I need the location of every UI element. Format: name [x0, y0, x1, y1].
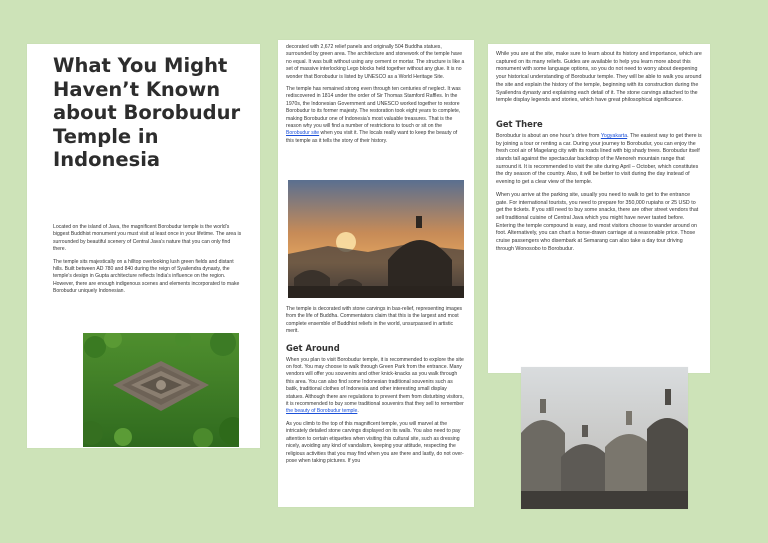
history-paragraph: While you are at the site, make sure to learn about its history and importance, which are captured on its many reliefs. Guides are available to help you learn more about this monument with some language options, so you do not need to worry about deepening your historical understanding of Borobudur temple. They will be able to walk you around the site and explain the history of the temple, beginning with its construction during the Syailendra dynasty and explaining each detail of it. The stone carvings attached to the temple display legends and stories, which have great philosophical significance. [496, 51, 702, 104]
yogyakarta-link[interactable]: Yogyakarta [600, 132, 628, 139]
stupas-photo [521, 367, 688, 509]
aerial-temple-photo [83, 333, 239, 447]
restoration-paragraph: The temple has remained strong even through ten centuries of neglect. It was rediscovered in 1814 under the order of Sir Thomas Stamford Raffles. In the 1970s, the Indonesian Government and UNESCO worked together to restore Borobudur to its former majesty. The restoration took eight years to complete, making Borobudur one of Indonesia’s most valuable treasures. That is the reason why you will find a number of restrictions to touch or sit on the Borobudur site when you visit it. The locals really want to keep the beauty of this temple as it tells the story of their history. [286, 86, 461, 144]
sunrise-stupa-photo [288, 180, 464, 298]
article-title: What You Might Haven’t Known about Borobudur Temple in Indonesia [53, 54, 241, 171]
beauty-of-borobudur-link[interactable]: the beauty of Borobudur temple [286, 408, 358, 415]
intro-paragraph-2: The temple sits majestically on a hilltop overlooking lush green fields and distant hills. Built between AD 780 and 840 during the reign of Syailendra dynasty, the temple’s design in Gupta architecture reflects India’s influence on the region. However, there are enough indigenous scenes and elements incorporated to make Borobudur uniquely Indonesian. [53, 258, 240, 295]
get-around-paragraph: When you plan to visit Borobudur temple, it is recommended to explore the site on foot. You may choose to walk through Green Park from the entrance. Many vendors will offer you souvenirs and other knick-knacks as you walk through this area. You can also find some Indonesian traditional souvenirs such as batik, traditional clothes of Indonesia and other interesting small display statues. Although there are regulations to prevent them from disturbing visitors, it is recommended to buy some traditional souvenirs that they sell to remember the beauty of Borobudur temple. [286, 356, 464, 415]
intro-text [53, 224, 243, 301]
parking-paragraph: When you arrive at the parking site, usually you need to walk to get to the entrance gate. For international tourists, you need to prepare for 350,000 rupiahs or 25 USD to get the tickets. If you still need to buy some snacks, there are other street vendors that sell traditional cuisine of Central Java which you might have never tasted before. Entering the temple compound is easy, and most visitors choose to wander around on foot. Alternatively, you can chart a horse-drawn carriage at a reasonable price. Those cruise passengers who disembark at Semarang can also take a day tour driving through Wonosobo to Borobudur. [496, 191, 699, 252]
article-page-2 [278, 40, 474, 507]
article-page-1 [27, 44, 260, 448]
climb-paragraph: As you climb to the top of this magnificent temple, you will marvel at the intricately detailed stone carvings displayed on its walls. You also need to pay attention to certain etiquettes when visiting this cultural site, such as dressing nicely, avoiding any kind of vandalism, keeping your attitude, respecting the religious activities that you may find when you are there and lastly, do not over-pose when taking pictures. If you [286, 420, 464, 464]
borobudur-site-link[interactable]: Borobudur site [286, 130, 320, 137]
intro-paragraph-1: Located on the island of Java, the magnificent Borobudur temple is the world’s biggest Buddhist monument you must visit at least once in your lifetime. The area is surrounded by beautiful scenery of Central Java’s nature that you can only find there. [53, 224, 242, 253]
relief-description: decorated with 2,672 relief panels and originally 504 Buddha statues, surrounded by green area. The architecture and stonework of the temple have no equal. It was built without using any cement or mortar. The structure is like a set of massive interlocking Lego blocks held together without any glue. It is no wonder that Borobudur is listed by UNESCO as a World Heritage Site. [286, 44, 465, 80]
get-there-heading: Get There [496, 118, 543, 129]
get-there-paragraph: Borobudur is about an one hour’s drive from Yogyakarta. The easiest way to get there is by joining a tour or renting a car. During your journey to Borobudur, you can enjoy the fresh cool air of Magelang city with its roads lined with big shady trees. Borobudur itself stands tall against the spectacular backdrop of the Menoreh mountain range that surround it. It is recommended to visit the site during April – October, which constitutes the dry season of the country. Also, it will be better to visit during the day instead of evening to get a clear view of the temple. [496, 132, 702, 186]
article-page-3 [488, 44, 710, 373]
get-around-heading: Get Around [286, 342, 340, 353]
photo-caption: The temple is decorated with stone carvings in bas-relief, representing images from the life of Buddha. Commentators claim that this is the largest and most complete ensemble of Buddhist reliefs in the world, unsurpassed in artistic merit. [286, 306, 463, 335]
